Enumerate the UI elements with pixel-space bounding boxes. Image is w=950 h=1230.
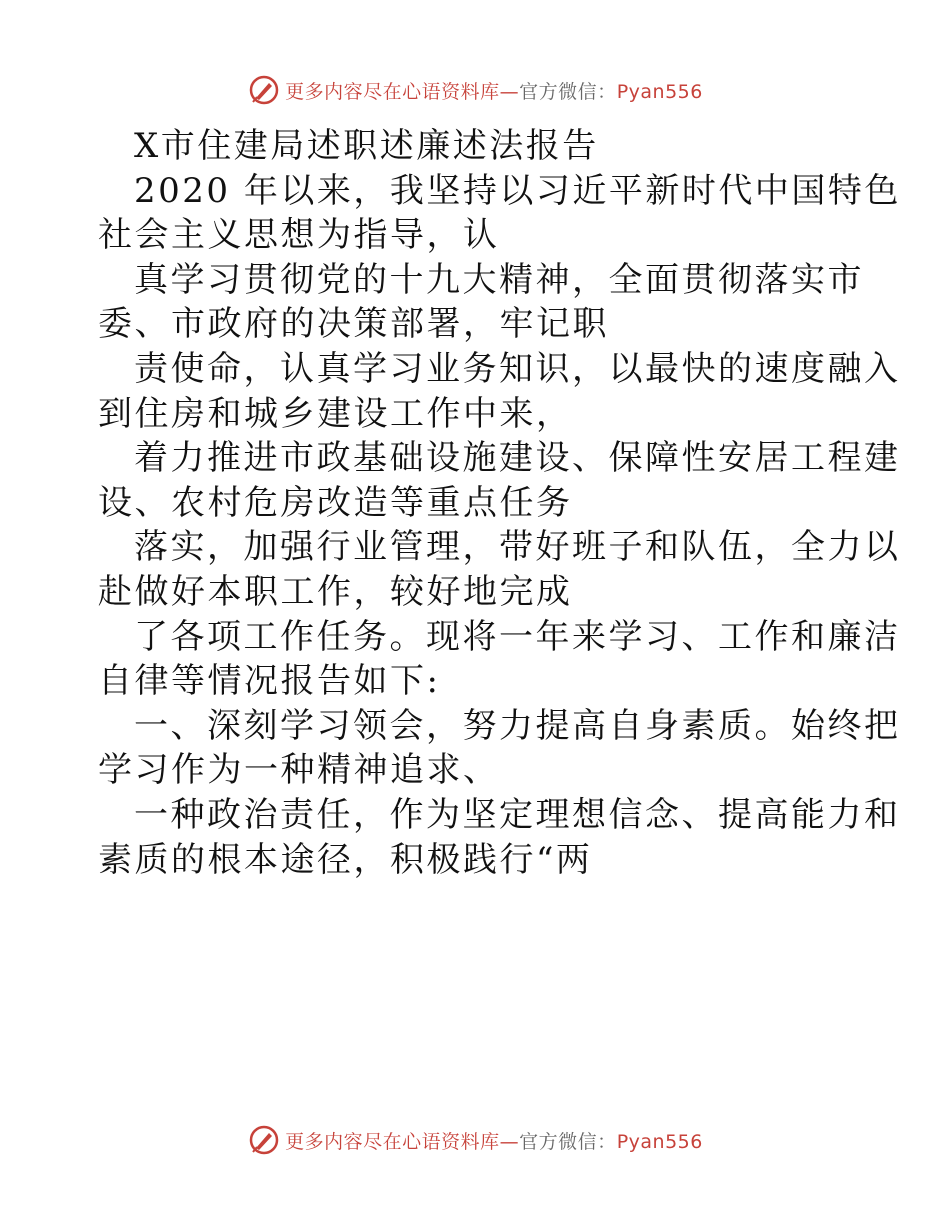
body-line: 到住房和城乡建设工作中来，: [98, 393, 573, 434]
banner-wechat-label: 官方微信：: [519, 1130, 617, 1153]
body-line: 赴做好本职工作，较好地完成: [98, 571, 573, 612]
body-line: 责使命，认真学习业务知识，以最快的速度融入: [134, 348, 901, 389]
body-line: 设、农村危房改造等重点任务: [98, 482, 573, 523]
body-line: 着力推进市政基础设施建设、保障性安居工程建: [134, 438, 901, 479]
document-body: [98, 124, 901, 882]
body-line: 真学习贯彻党的十九大精神，全面贯彻落实市: [134, 259, 864, 300]
body-line: 一、深刻学习领会，努力提高自身素质。始终把: [134, 705, 901, 746]
body-line: 学习作为一种精神追求、: [98, 750, 500, 791]
banner-wechat-label: 官方微信：: [519, 80, 617, 103]
document-title: X市住建局述职述廉述法报告: [134, 126, 599, 166]
body-line: 落实，加强行业管理，带好班子和队伍，全力以: [134, 527, 901, 568]
body-line: 委、市政府的决策部署，牢记职: [98, 304, 609, 345]
body-line: 自律等情况报告如下:: [98, 661, 441, 702]
banner-brand: 更多内容尽在心语资料库: [285, 80, 500, 103]
pen-logo-icon: [247, 1123, 281, 1157]
banner-text: [285, 1127, 703, 1154]
body-line: 素质的根本途径，积极践行“两: [98, 839, 593, 880]
pen-logo-icon: [247, 73, 281, 107]
body-line: 社会主义思想为指导，认: [98, 215, 500, 256]
banner-wechat-id: Pyan556: [616, 1130, 703, 1153]
banner-brand: 更多内容尽在心语资料库: [285, 1130, 500, 1153]
header-banner: [0, 70, 950, 110]
banner-separator: —: [499, 80, 520, 103]
banner-separator: —: [499, 1130, 520, 1153]
banner-text: [285, 77, 703, 104]
footer-banner: [0, 1120, 950, 1160]
body-line: 一种政治责任，作为坚定理想信念、提高能力和: [134, 794, 901, 835]
banner-wechat-id: Pyan556: [616, 80, 703, 103]
body-line: 2020 年以来，我坚持以习近平新时代中国特色: [134, 170, 901, 211]
body-line: 了各项工作任务。现将一年来学习、工作和廉洁: [134, 616, 901, 657]
